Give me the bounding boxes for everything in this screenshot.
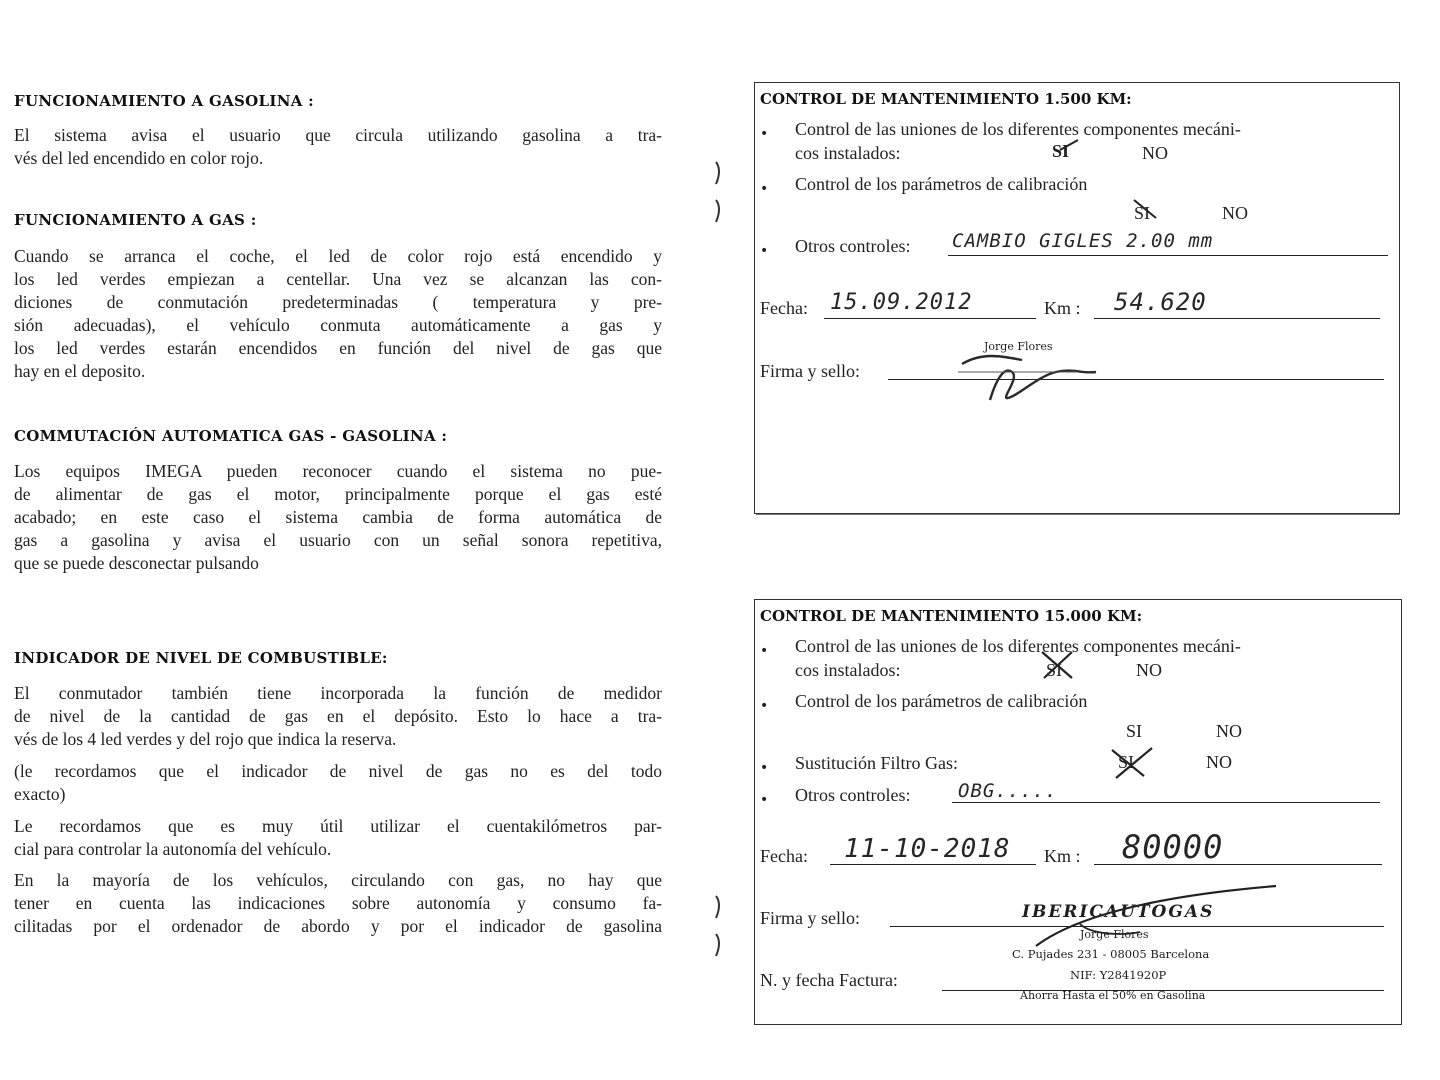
- heading-indicador: INDICADOR DE NIVEL DE COMBUSTIBLE:: [14, 649, 388, 667]
- text-line: acabado; en este caso el sistema cambia de forma automática de: [14, 507, 662, 527]
- text-line: gas a gasolina y avisa el usuario con un señal sonora repetitiva,: [14, 530, 662, 550]
- box1-fecha-handwriting: 15.09.2012: [830, 290, 973, 315]
- text-line: En la mayoría de los vehículos, circulando con gas, no hay que: [14, 870, 662, 890]
- box2-factura-label: N. y fecha Factura:: [760, 970, 898, 990]
- stamp-slogan: Ahorra Hasta el 50% en Gasolina: [1020, 989, 1206, 1002]
- box2-item1-line2: cos instalados:: [795, 660, 901, 680]
- box2-item1-no: NO: [1136, 660, 1162, 680]
- signature-stroke: [1080, 924, 1140, 934]
- box2-item1-si: SI: [1046, 660, 1063, 680]
- bullet: •: [760, 126, 769, 142]
- box1-item2: Control de los parámetros de calibración: [795, 174, 1088, 194]
- check-mark: [1060, 140, 1078, 150]
- text-line: vés de los 4 led verdes y del rojo que indica la reserva.: [14, 729, 397, 749]
- box1-item1-no: NO: [1142, 143, 1168, 163]
- check-mark: [1134, 200, 1156, 218]
- box1-item3-label: Otros controles:: [795, 236, 911, 256]
- text-line: de alimentar de gas el motor, principalmente porque el gas esté: [14, 484, 662, 504]
- box2-item4-label: Otros controles:: [795, 785, 911, 805]
- box2-fecha-handwriting: 11-10-2018: [844, 834, 1011, 864]
- box2-item3-si: SI: [1118, 752, 1135, 772]
- text-line: vés del led encendido en color rojo.: [14, 148, 264, 168]
- box1-item3-handwriting: CAMBIO GIGLES 2.00 mm: [952, 230, 1214, 252]
- text-line: que se puede desconectar pulsando: [14, 553, 259, 573]
- box2-title: CONTROL DE MANTENIMIENTO 15.000 KM:: [760, 607, 1143, 625]
- box1-item1-line1: Control de las uniones de los diferentes componentes mecáni-: [795, 119, 1241, 139]
- bullet: •: [760, 792, 769, 808]
- box2-item1-line1: Control de las uniones de los diferentes componentes mecáni-: [795, 636, 1241, 656]
- box2-item3: Sustitución Filtro Gas:: [795, 753, 959, 773]
- heading-gas: FUNCIONAMIENTO A GAS :: [14, 211, 257, 229]
- text-line: hay en el deposito.: [14, 361, 146, 381]
- stamp-address: C. Pujades 231 - 08005 Barcelona: [1012, 947, 1210, 961]
- stamp-signature-name: Jorge Flores: [1080, 928, 1149, 941]
- stamp-nif: NIF: Y2841920P: [1070, 968, 1167, 982]
- text-line: tener en cuenta las indicaciones sobre autonomía y consumo fa-: [14, 893, 662, 913]
- box2-item2: Control de los parámetros de calibración: [795, 691, 1088, 711]
- text-line: Cuando se arranca el coche, el led de color rojo está encendido y: [14, 246, 662, 266]
- bullet: •: [760, 643, 769, 659]
- stamp-company-name: IBERICAUTOGAS: [1022, 902, 1215, 922]
- check-mark: [1112, 748, 1152, 778]
- box1-km-handwriting: 54.620: [1114, 288, 1207, 316]
- box1-stamp-text: Jorge Flores: [984, 340, 1053, 353]
- heading-gasolina: FUNCIONAMIENTO A GASOLINA :: [14, 92, 315, 110]
- text-line: de nivel de la cantidad de gas en el depósito. Esto lo hace a tra-: [14, 706, 662, 726]
- text-line: exacto): [14, 784, 66, 804]
- text-line: diciones de conmutación predeterminadas ( temperatura y pre-: [14, 292, 662, 312]
- text-line: El sistema avisa el usuario que circula utilizando gasolina a tra-: [14, 125, 662, 145]
- box2-km-label: Km :: [1044, 846, 1081, 866]
- text-line: los led verdes estarán encendidos en función del nivel de gas que: [14, 338, 662, 358]
- box1-firma-label: Firma y sello:: [760, 361, 860, 381]
- text-line: cilitadas por el ordenador de abordo y por el indicador de gasolina: [14, 916, 662, 936]
- box2-item2-si: SI: [1126, 721, 1143, 741]
- text-line: cial para controlar la autonomía del vehículo.: [14, 839, 332, 859]
- bullet: •: [760, 760, 769, 776]
- box1-item2-si: SI: [1134, 203, 1151, 223]
- text-line: (le recordamos que el indicador de nivel de gas no es del todo: [14, 761, 662, 781]
- text-line: Los equipos IMEGA pueden reconocer cuando el sistema no pue-: [14, 461, 662, 481]
- text-line: los led verdes empiezan a centellar. Una vez se alcanzan las con-: [14, 269, 662, 289]
- box1-title: CONTROL DE MANTENIMIENTO 1.500 KM:: [760, 90, 1132, 108]
- box2-firma-label: Firma y sello:: [760, 908, 860, 928]
- bullet: •: [760, 243, 769, 259]
- box1-km-label: Km :: [1044, 298, 1081, 318]
- box2-item2-no: NO: [1216, 721, 1242, 741]
- box2-item4-handwriting: OBG.....: [958, 780, 1058, 802]
- box1-item2-no: NO: [1222, 203, 1248, 223]
- box2-item3-no: NO: [1206, 752, 1232, 772]
- box1-item1-si: SI: [1052, 141, 1070, 161]
- box2-km-handwriting: 80000: [1122, 828, 1224, 866]
- bullet: •: [760, 181, 769, 197]
- heading-commutacion: COMMUTACIÓN AUTOMATICA GAS - GASOLINA :: [14, 427, 448, 445]
- text-line: Le recordamos que es muy útil utilizar el cuentakilómetros par-: [14, 816, 662, 836]
- check-mark: [1042, 652, 1072, 678]
- box2-fecha-label: Fecha:: [760, 846, 808, 866]
- box1-fecha-label: Fecha:: [760, 298, 808, 318]
- signature-stroke: [1036, 886, 1276, 946]
- text-line: El conmutador también tiene incorporada la función de medidor: [14, 683, 662, 703]
- bullet: •: [760, 698, 769, 714]
- text-line: sión adecuadas), el vehículo conmuta automáticamente a gas y: [14, 315, 662, 335]
- box1-item1-line2: cos instalados:: [795, 143, 901, 163]
